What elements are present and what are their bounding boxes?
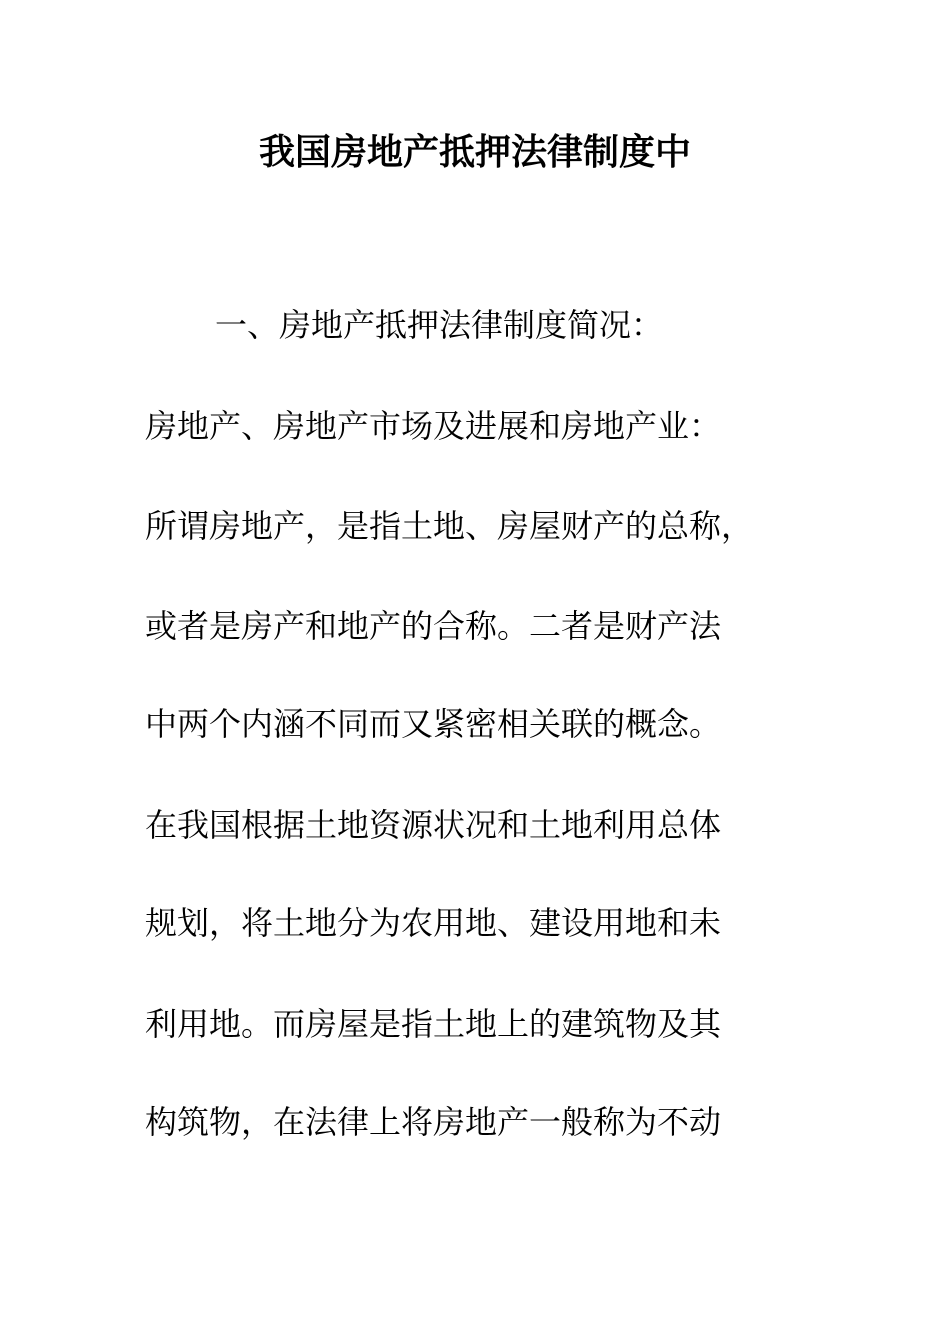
body-line-5: 在我国根据土地资源状况和土地利用总体 bbox=[145, 806, 722, 844]
body-line-3: 或者是房产和地产的合称。二者是财产法 bbox=[145, 607, 722, 645]
body-line-1: 房地产、房地产市场及进展和房地产业： bbox=[145, 407, 722, 445]
body-line-8: 构筑物，在法律上将房地产一般称为不动 bbox=[145, 1103, 722, 1141]
section-heading: 一、房地产抵押法律制度简况： bbox=[215, 306, 664, 344]
body-line-2: 所谓房地产，是指土地、房屋财产的总称， bbox=[145, 507, 754, 545]
body-line-4: 中两个内涵不同而又紧密相关联的概念。 bbox=[145, 705, 722, 743]
body-line-7: 利用地。而房屋是指土地上的建筑物及其 bbox=[145, 1005, 722, 1043]
body-line-6: 规划，将土地分为农用地、建设用地和未 bbox=[145, 904, 722, 942]
document-title: 我国房地产抵押法律制度中 bbox=[258, 131, 691, 173]
